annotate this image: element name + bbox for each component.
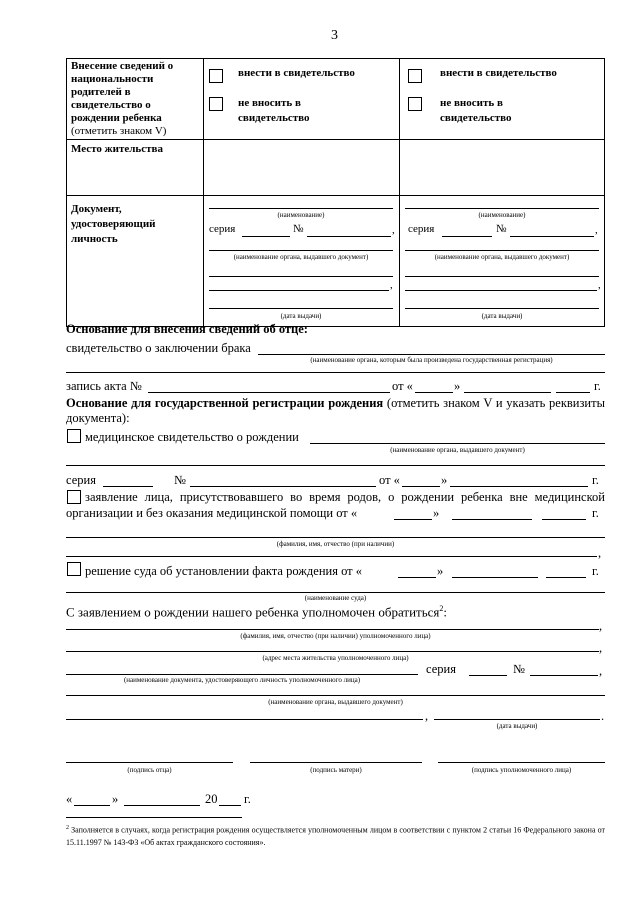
residence-label: Место жительства [71, 143, 163, 155]
mother-exclude-label-1: не вносить в [440, 97, 503, 109]
authorized-issuer-field-2[interactable] [66, 719, 423, 720]
court-decision-label: решение суда об установлении факта рождения от « [85, 564, 363, 578]
court-year-field[interactable] [546, 577, 586, 578]
marriage-org-field-2[interactable] [66, 372, 605, 373]
father-id-cell[interactable]: (наименование) серия № , (наименование органа, выдавшего документ) , (дата выдачи) [204, 196, 400, 327]
father-residence-cell[interactable] [204, 140, 400, 196]
nationality-label-cell [67, 59, 204, 140]
act-date-close: » [454, 379, 461, 393]
authorized-date-field[interactable] [434, 719, 600, 720]
authorized-signature-caption: (подпись уполномоченного лица) [471, 766, 572, 774]
footnote [66, 822, 605, 849]
father-signature-field[interactable] [66, 762, 233, 763]
medical-cert-checkbox[interactable] [67, 429, 81, 443]
authorized-signature-field[interactable] [438, 762, 605, 763]
mother-id-name-caption: (наименование) [478, 211, 526, 219]
authorized-issuer-field[interactable] [66, 695, 605, 696]
authorized-date-caption: (дата выдачи) [496, 722, 538, 730]
father-series-label: серия [209, 223, 236, 235]
footnote-divider [66, 817, 242, 818]
authorized-id-caption: (наименование документа, удостоверяющего личность уполномоченного лица) [123, 676, 361, 684]
birth-basis-heading-rest: (отметить знаком V и указать реквизиты документа): [66, 396, 605, 425]
birth-basis-heading-bold: Основание для государственной регистрации рождения [66, 396, 384, 410]
witness-fio-caption: (фамилия, имя, отчество (при наличии) [276, 540, 395, 548]
date-month-field[interactable] [124, 805, 200, 806]
medical-series-field[interactable] [103, 486, 153, 487]
authorized-heading: С заявлением о рождении нашего ребенка уполномочен обратиться$^2$: [66, 604, 448, 620]
act-record-label: запись акта № [66, 379, 142, 393]
authorized-id-field[interactable] [66, 674, 418, 675]
authorized-address-caption: (адрес места жительства уполномоченного лица) [262, 654, 409, 662]
act-day-field[interactable] [415, 392, 453, 393]
medical-day-field[interactable] [402, 486, 440, 487]
mother-nationality-cell [400, 59, 605, 140]
father-id-name-caption: (наименование) [277, 211, 325, 219]
footnote-text: Заполняется в случаях, когда регистрация рождения осуществляется уполномоченным лицом в соответствии с пунктом 2 статьи 16 Федерального закона от 15.11.1997 № 143-ФЗ «Об актах гражданского состояния». [66, 825, 605, 847]
marriage-org-caption: (наименование органа, которым была произведена государственная регистрация) [310, 356, 553, 364]
father-signature-caption: (подпись отца) [127, 766, 172, 774]
witness-fio-field[interactable] [66, 537, 605, 538]
witness-day-field[interactable] [394, 519, 432, 520]
authorized-footnote-ref: 2 [439, 604, 444, 613]
date-year-field[interactable] [219, 805, 241, 806]
witness-date-close: » [433, 506, 440, 520]
witness-statement-line1: заявление лица, присутствовавшего во время родов, о рождении ребенка вне медицинской [85, 490, 605, 504]
act-number-field[interactable] [148, 392, 390, 393]
medical-number-field[interactable] [190, 486, 376, 487]
page-number: 3 [331, 28, 338, 43]
court-year-g: г. [592, 564, 599, 578]
marriage-cert-label: свидетельство о заключении брака [66, 341, 251, 355]
witness-statement-line2: организации и без оказания медицинской помощи от « [66, 506, 358, 520]
mother-id-cell[interactable]: (наименование) серия № , (наименование органа, выдавшего документ) , (дата выдачи) [400, 196, 605, 327]
mother-issue-date-caption: (дата выдачи) [481, 312, 523, 320]
medical-date-close: » [441, 473, 448, 487]
birth-basis-heading [66, 396, 605, 426]
authorized-fio-field[interactable] [66, 629, 599, 630]
id-document-label: Документ, удостоверяющий личность [71, 203, 156, 245]
witness-statement-checkbox[interactable] [67, 490, 81, 504]
father-issue-date-caption: (дата выдачи) [280, 312, 322, 320]
court-day-field[interactable] [398, 577, 436, 578]
date-year-prefix: 20 [205, 792, 218, 806]
authorized-series-label: серия [426, 662, 456, 676]
medical-month-year-field[interactable] [450, 486, 588, 487]
witness-month-field[interactable] [452, 519, 532, 520]
court-date-close: » [437, 564, 444, 578]
father-exclude-checkbox[interactable] [209, 97, 223, 111]
father-include-checkbox[interactable] [209, 69, 223, 83]
father-number-sign: № [293, 223, 304, 235]
father-exclude-label-2: свидетельство [238, 112, 310, 124]
act-year-g: г. [594, 379, 601, 393]
medical-number-sign: № [174, 473, 186, 487]
authorized-number-field[interactable] [530, 675, 598, 676]
court-name-field[interactable] [66, 592, 605, 593]
date-open-quote: « [66, 792, 73, 806]
mother-include-label: внести в свидетельство [440, 67, 557, 79]
authorized-issuer-caption: (наименование органа, выдавшего документ) [268, 698, 403, 706]
mother-issuer-caption: (наименование органа, выдавшего документ) [434, 253, 570, 261]
medical-series-label: серия [66, 473, 96, 487]
court-month-field[interactable] [452, 577, 538, 578]
mother-include-checkbox[interactable] [408, 69, 422, 83]
id-document-label-cell [67, 196, 204, 327]
father-basis-heading: Основание для внесения сведений об отце: [66, 322, 308, 336]
medical-issuer-caption: (наименование органа, выдавшего документ) [390, 446, 525, 454]
act-date-open: от « [392, 379, 413, 393]
medical-year-g: г. [592, 473, 599, 487]
nationality-note: (отметить знаком V) [71, 125, 167, 137]
authorized-address-field[interactable] [66, 651, 599, 652]
mother-exclude-checkbox[interactable] [408, 97, 422, 111]
father-issuer-caption: (наименование органа, выдавшего документ) [233, 253, 369, 261]
footnote-number: 2 [66, 825, 69, 831]
court-name-caption: (наименование суда) [304, 594, 367, 602]
act-month-field[interactable] [464, 392, 551, 393]
mother-signature-caption: (подпись матери) [310, 766, 362, 774]
father-exclude-label-1: не вносить в [238, 97, 301, 109]
act-year-field[interactable] [556, 392, 590, 393]
nationality-document-table [66, 58, 605, 327]
authorized-series-field[interactable] [469, 675, 507, 676]
witness-year-field[interactable] [542, 519, 586, 520]
medical-issuer-field-2[interactable] [66, 465, 605, 466]
mother-series-label: серия [408, 223, 435, 235]
father-include-label: внести в свидетельство [238, 67, 355, 79]
marriage-cert-field[interactable] [258, 354, 605, 355]
medical-cert-field[interactable] [310, 443, 605, 444]
mother-number-sign: № [496, 223, 507, 235]
witness-year-g: г. [592, 506, 599, 520]
mother-exclude-label-2: свидетельство [440, 112, 512, 124]
authorized-number-sign: № [513, 662, 525, 676]
residence-label-cell [67, 140, 204, 196]
medical-cert-label: медицинское свидетельство о рождении [85, 430, 299, 444]
court-decision-checkbox[interactable] [67, 562, 81, 576]
nationality-label: Внесение сведений о национальности родителей в свидетельство о рождении ребенка [71, 60, 174, 124]
medical-date-open: от « [379, 473, 400, 487]
witness-fio-field-2[interactable] [66, 556, 597, 557]
date-day-field[interactable] [74, 805, 110, 806]
mother-residence-cell[interactable] [400, 140, 605, 196]
authorized-heading-text: С заявлением о рождении нашего ребенка уполномочен обратиться [66, 604, 440, 620]
mother-signature-field[interactable] [250, 762, 422, 763]
authorized-fio-caption: (фамилия, имя, отчество (при наличии) уполномоченного лица) [240, 632, 431, 640]
date-year-suffix: г. [244, 792, 251, 806]
father-nationality-cell [204, 59, 400, 140]
date-close-quote: » [112, 792, 119, 806]
